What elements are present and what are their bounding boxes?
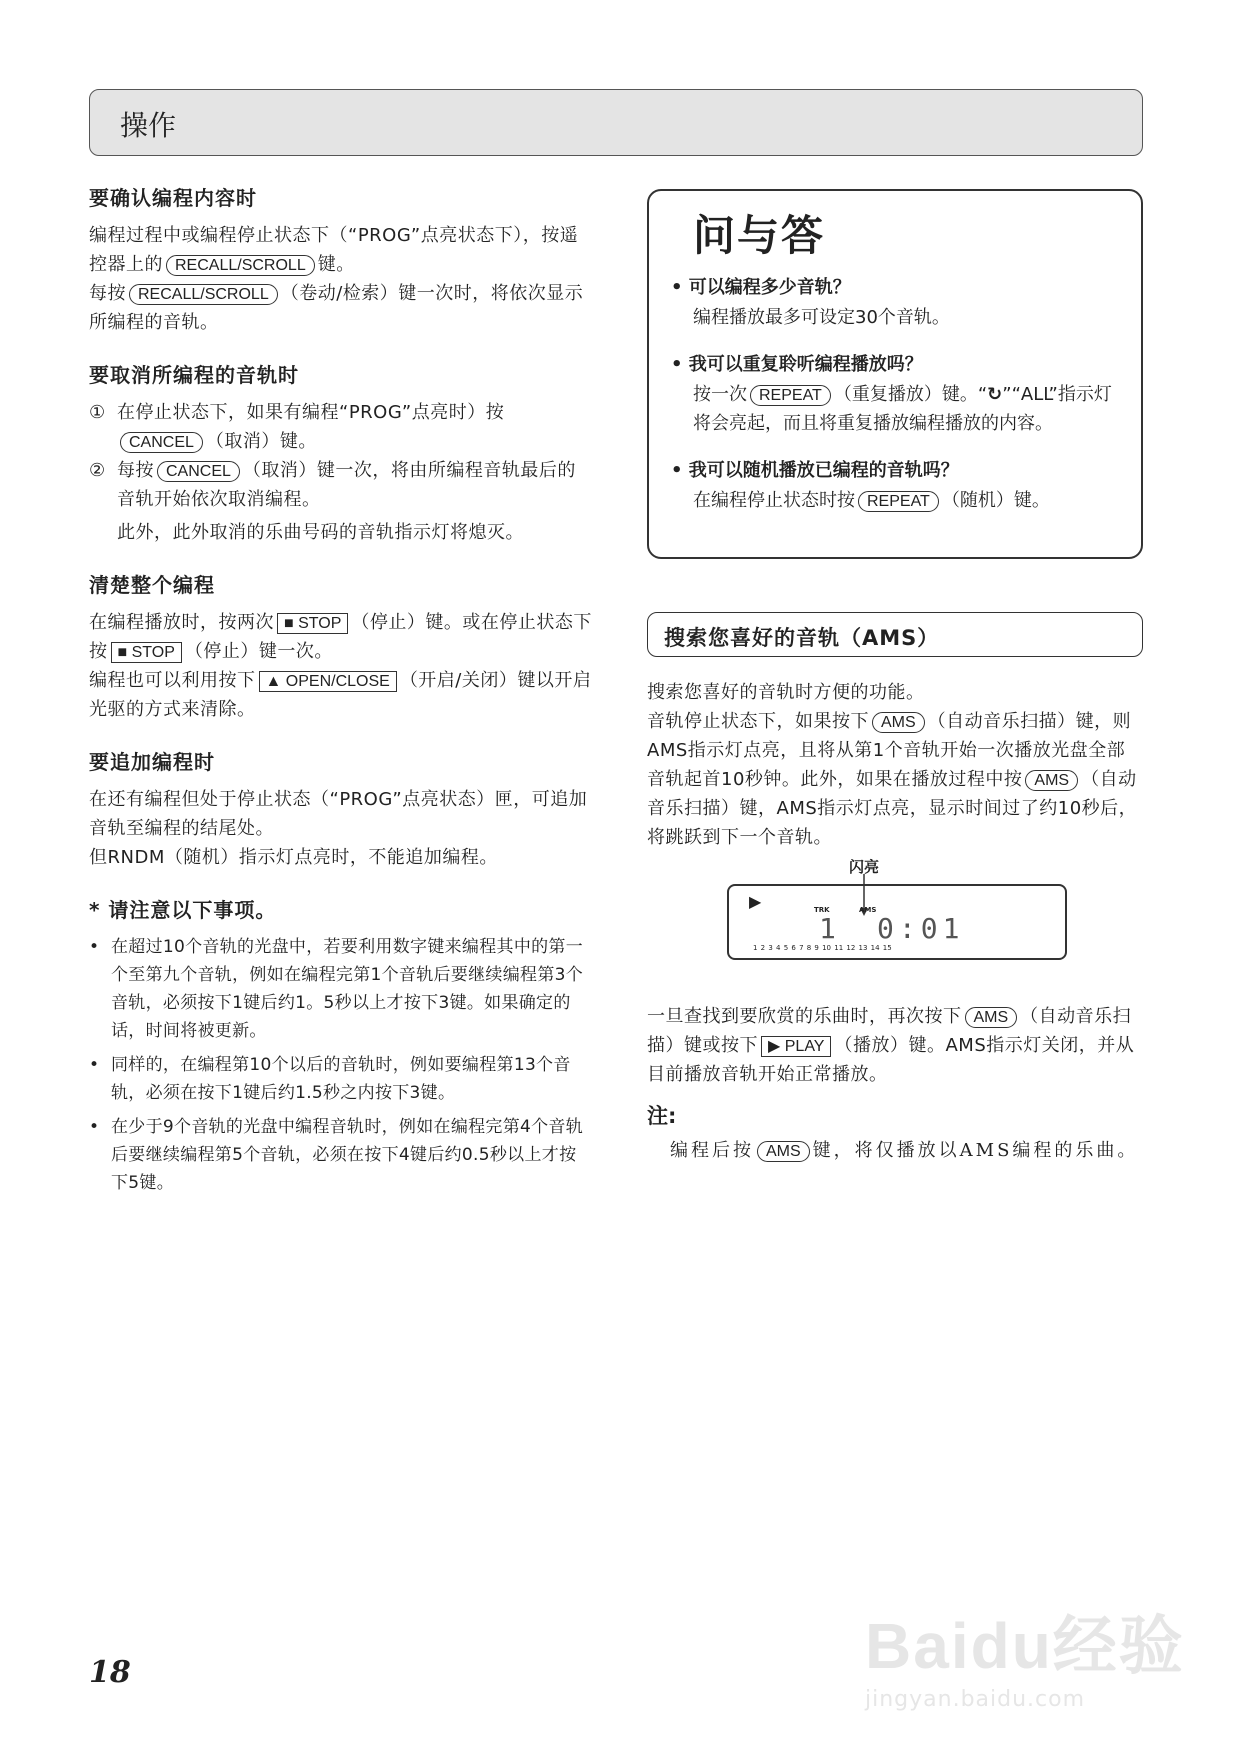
ams-description [647, 678, 1143, 852]
qa-question-1: • 可以编程多少音轨？ [671, 277, 851, 298]
clear-program-title: 清楚整个编程 [89, 573, 215, 597]
qa-answer-3: 在编程停止状态时按 REPEAT （随机）键。 [693, 490, 1050, 511]
qa-answer-1: 编程播放最多可设定30个音轨。 [693, 307, 950, 328]
stop-key: ■ STOP [111, 642, 182, 663]
note-title: 注: [647, 1104, 677, 1128]
qa-title: 问与答 [693, 211, 826, 260]
add-program-text-2: 但RNDM（随机）指示灯点亮时，不能追加编程。 [89, 847, 498, 868]
lcd-panel [727, 884, 1067, 960]
cancel-key: CANCEL [120, 432, 203, 453]
open-close-key: ▲ OPEN/CLOSE [259, 671, 397, 692]
play-indicator-icon: ▶ [749, 892, 762, 911]
qa-answer-2: 按一次 REPEAT （重复播放）键。“↻”“ALL”指示灯将会亮起，而且将重复播放编程播放的内容。 [693, 384, 1112, 434]
left-column [89, 182, 593, 1203]
add-program-text-1: 在还有编程但处于停止状态（“PROG”点亮状态）匣，可追加音轨至编程的结尾处。 [89, 789, 588, 839]
clear-program-text-2: 编程也可以利用按下 ▲ OPEN/CLOSE （开启/关闭）键以开启光驱的方式来清除。 [89, 670, 592, 720]
watermark-url: jingyan.baidu.com [865, 1687, 1086, 1712]
qa-question-2: • 我可以重复聆听编程播放吗？ [671, 354, 923, 375]
notice-item: • 同样的，在编程第10个以后的音轨时，例如要编程第13个音轨，必须在按下1键后约1.5秒之内按下3键。 [89, 1055, 571, 1103]
confirm-program-text-1: 编程过程中或编程停止状态下（“PROG”点亮状态下），按遥控器上的 RECALL/SCROLL 键。 [89, 225, 579, 275]
cancel-step-2: ② 每按 CANCEL （取消）键一次，将由所编程音轨最后的音轨开始依次取消编程。 [89, 460, 576, 510]
ams-indicator: AMS [859, 906, 877, 914]
page-number: 18 [89, 1655, 131, 1690]
ams-key: AMS [965, 1007, 1018, 1028]
trk-label: TRK [814, 906, 830, 914]
cancel-program-section [89, 359, 593, 547]
confirm-program-section [89, 182, 593, 337]
lcd-display-illustration [727, 856, 1067, 964]
section-header [89, 89, 1143, 156]
note-text: 编程后按 AMS 键，将仅播放以AMS编程的乐曲。 [670, 1140, 1139, 1161]
repeat-key: REPEAT [858, 491, 939, 512]
add-program-section [89, 746, 593, 872]
time-display: 0:01 [877, 912, 965, 945]
cancel-extra-note: 此外，此外取消的乐曲号码的音轨指示灯将熄灭。 [117, 522, 524, 543]
track-indicator-row: 1 2 3 4 5 6 7 8 9 10 11 12 13 14 15 [753, 944, 892, 952]
baidu-watermark [865, 1595, 1185, 1712]
stop-key: ■ STOP [277, 613, 348, 634]
ams-key: AMS [872, 712, 925, 733]
ams-after-text [647, 1002, 1143, 1089]
notice-title: * 请注意以下事项。 [89, 898, 277, 922]
ams-text-2: 音轨停止状态下，如果按下 AMS （自动音乐扫描）键，则AMS指示灯点亮，且将从第1个音轨开始一次播放光盘全部音轨起首10秒钟。此外，如果在播放过程中按 AMS （自动音乐扫描）键，AMS指示灯点亮，显示时间过了约10秒后，将跳跃到下一个音轨。 [647, 711, 1138, 848]
watermark-logo: Baidu经验 [865, 1610, 1185, 1682]
clear-program-section [89, 569, 593, 724]
notice-item: • 在少于9个音轨的光盘中编程音轨时，例如在编程完第4个音轨后要继续编程第5个音轨，必须在按下4键后约0.5秒以上才按下5键。 [89, 1117, 584, 1193]
play-key: ▶ PLAY [761, 1036, 831, 1057]
notice-item: • 在超过10个音轨的光盘中，若要利用数字键来编程其中的第一个至第九个音轨，例如在编程完第1个音轨后要继续编程第3个音轨，必须按下1键后约1。5秒以上才按下3键。如果确定的话，时间将被更新。 [89, 937, 584, 1041]
recall-scroll-key: RECALL/SCROLL [129, 284, 278, 305]
ams-key: AMS [1025, 770, 1078, 791]
track-number: 1 [819, 912, 836, 945]
qa-question-3: • 我可以随机播放已编程的音轨吗？ [671, 460, 959, 481]
cancel-key: CANCEL [157, 461, 240, 482]
flash-label: 闪亮 [849, 858, 880, 876]
confirm-program-title: 要确认编程内容时 [89, 186, 257, 210]
cancel-step-1: ① 在停止状态下，如果有编程“PROG”点亮时）按CANCEL （取消）键。 [89, 402, 505, 452]
recall-scroll-key: RECALL/SCROLL [166, 255, 315, 276]
ams-text-1: 搜索您喜好的音轨时方便的功能。 [647, 682, 925, 703]
cancel-program-title: 要取消所编程的音轨时 [89, 363, 299, 387]
ams-section-title: 搜索您喜好的音轨（AMS） [664, 626, 940, 650]
notice-section [89, 894, 593, 1197]
ams-after-paragraph: 一旦查找到要欣赏的乐曲时，再次按下 AMS （自动音乐扫描）键或按下 ▶ PLAY （播放）键。AMS指示灯关闭，并从目前播放音轨开始正常播放。 [647, 1006, 1135, 1085]
qa-box [647, 189, 1143, 559]
add-program-title: 要追加编程时 [89, 750, 215, 774]
repeat-key: REPEAT [750, 385, 831, 406]
clear-program-text-1: 在编程播放时，按两次 ■ STOP （停止）键。或在停止状态下按 ■ STOP （停止）键一次。 [89, 612, 592, 662]
ams-section-header [647, 612, 1143, 657]
repeat-icon: ↻ [987, 384, 1003, 405]
ams-key: AMS [757, 1141, 810, 1162]
section-title: 操作 [120, 109, 177, 142]
confirm-program-text-2: 每按 RECALL/SCROLL （卷动/检索）键一次时，将依次显示所编程的音轨。 [89, 283, 584, 333]
